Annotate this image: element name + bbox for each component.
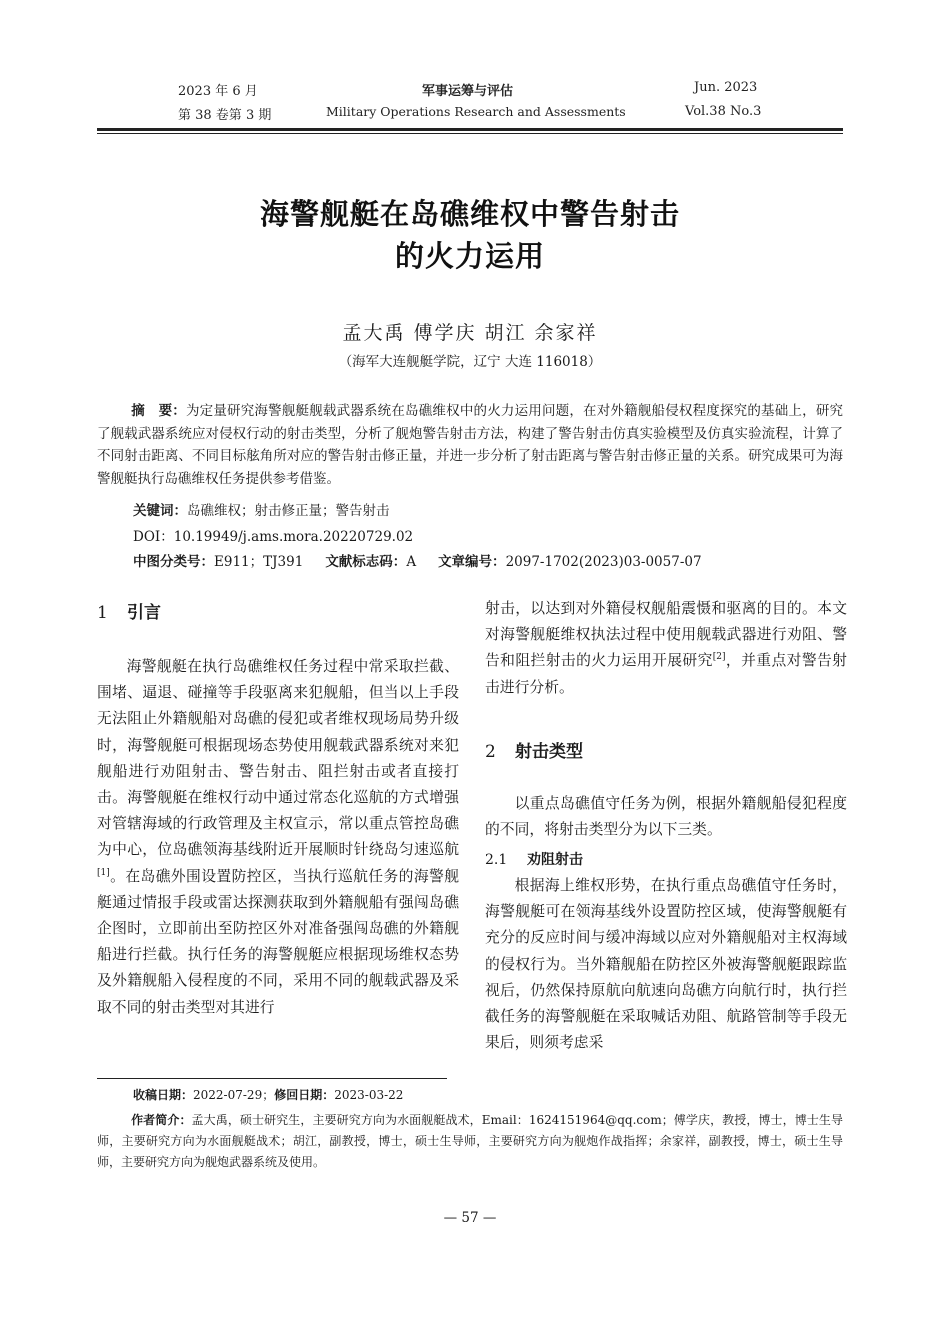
received-label: 收稿日期： [133, 1088, 194, 1102]
section-1-number: 1 [97, 603, 108, 623]
abstract [97, 400, 843, 490]
footnote-dates [133, 1085, 843, 1106]
doi: DOI：10.19949/j.ams.mora.20220729.02 [133, 529, 414, 545]
header-rule-thick [97, 128, 843, 131]
subsection-2-1-heading [485, 849, 583, 869]
header-volume-cn: 第 38 卷第 3 期 [178, 108, 272, 123]
subsection-2-1-title: 劝阻射击 [527, 852, 583, 868]
subsection-2-1-paragraph-1: 根据海上维权形势，在执行重点岛礁值守任务时，海警舰艇可在领海基线外设置防控区域，使海警舰艇有充分的反应时间与缓冲海域以应对外籍舰船对主权海域的侵权行为。当外籍舰船在防控区外被海警舰艇跟踪监视后，仍然保持原航向航速向岛礁方向航行时，执行拦截任务的海警舰艇在采取喊话劝阻、航路管制等手段无果后，则须考虑采 [485, 877, 847, 1052]
bio-label: 作者简介： [131, 1113, 192, 1127]
received-date: 2022-07-29； [193, 1088, 275, 1102]
section-1-title: 引言 [127, 603, 161, 623]
header-date-cn: 2023 年 6 月 [178, 84, 258, 99]
revised-label: 修回日期： [274, 1088, 335, 1102]
paper-title-line-2: 的火力运用 [394, 239, 545, 273]
footnote-author-bio [97, 1110, 843, 1173]
abstract-label: 摘 要： [131, 403, 186, 419]
classification-line [133, 550, 702, 570]
section-1-heading [97, 598, 161, 623]
article-number-value: 2097-1702(2023)03-0057-07 [505, 554, 702, 570]
header-journal-en: Military Operations Research and Assessments [326, 104, 626, 119]
bio-text: 孟大禹，硕士研究生，主要研究方向为水面舰艇战术，Email：1624151964@qq.com；傅学庆，教授，博士，博士生导师，主要研究方向为水面舰艇战术；胡江，副教授，博士，硕士生导师，主要研究方向为舰炮作战指挥；余家祥，副教授，博士，硕士生导师，主要研究方向为舰炮武器系统及使用。 [97, 1113, 843, 1169]
citation-ref: [1] [97, 867, 110, 878]
header-rule-thin [97, 133, 843, 134]
abstract-text: 为定量研究海警舰艇舰载武器系统在岛礁维权中的火力运用问题，在对外籍舰船侵权程度探究的基础上，研究了舰载武器系统应对侵权行动的射击类型，分析了舰炮警告射击方法，构建了警告射击仿真实验模型及仿真实验流程，计算了不同射击距离、不同目标舷角所对应的警告射击修正量，并进一步分析了射击距离与警告射击修正量的关系。研究成果可为海警舰艇执行岛礁维权任务提供参考借鉴。 [97, 403, 844, 487]
paragraph-text: 海警舰艇在执行岛礁维权任务过程中常采取拦截、围堵、逼退、碰撞等手段驱离来犯舰船，但当以上手段无法阻止外籍舰船对岛礁的侵犯或者维权现场局势升级时，海警舰艇可根据现场态势使用舰载武器系统对来犯舰船进行劝阻射击、警告射击、阻拦射击或者直接打击。海警舰艇在维权行动中通过常态化巡航的方式增强对管辖海域的行政管理及主权宣示，常以重点管控岛礁为中心，位岛礁领海基线附近开展顺时针绕岛匀速巡航 [97, 658, 459, 859]
section-2-number: 2 [485, 742, 496, 762]
page-number: — 57 — [443, 1210, 497, 1226]
right-column-section-2 [485, 791, 847, 843]
citation-ref: [2] [712, 652, 726, 663]
section-1-paragraph-1 [97, 654, 459, 1021]
clc-label: 中图分类号： [133, 554, 214, 570]
header-volume-en: Vol.38 No.3 [685, 104, 762, 119]
section-2-title: 射击类型 [515, 742, 583, 762]
author-affiliation: （海军大连舰艇学院，辽宁 大连 116018） [338, 354, 602, 370]
document-code-label: 文献标志码： [325, 554, 407, 570]
header-date-en: Jun. 2023 [694, 80, 758, 95]
right-column-top [485, 596, 847, 701]
paragraph-text: 。在岛礁外围设置防控区，当执行巡航任务的海警舰艇通过情报手段或雷达探测获取到外籍舰船有强闯岛礁企图时，立即前出至防控区外对准备强闯岛礁的外籍舰船进行拦截。执行任务的海警舰艇应根据现场维权态势及外籍舰船入侵程度的不同，采用不同的舰载武器及采取不同的射击类型对其进行 [97, 867, 459, 1016]
left-column [97, 654, 459, 1021]
keywords-text: 岛礁维权；射击修正量；警告射击 [187, 503, 390, 519]
section-1-paragraph-continued [485, 596, 847, 701]
section-2-heading [485, 737, 583, 762]
right-column-subsection-2-1 [485, 873, 847, 1056]
revised-date: 2023-03-22 [334, 1088, 404, 1102]
footnote-rule [97, 1078, 447, 1079]
keywords-label: 关键词： [133, 503, 187, 519]
header-journal-cn: 军事运筹与评估 [422, 84, 514, 99]
paragraph-text: ，并重点对警告射击进行分析。 [485, 652, 847, 696]
author-list: 孟大禹 傅学庆 胡江 余家祥 [342, 322, 598, 344]
document-code-value: A [406, 554, 417, 570]
subsection-2-1-number: 2.1 [485, 852, 508, 868]
section-2-paragraph-1: 以重点岛礁值守任务为例，根据外籍舰船侵犯程度的不同，将射击类型分为以下三类。 [485, 795, 847, 839]
keywords [133, 499, 390, 519]
clc-value: E911；TJ391 [214, 554, 304, 570]
paper-title-line-1: 海警舰艇在岛礁维权中警告射击 [259, 197, 680, 231]
paragraph-text: 射击，以达到对外籍侵权舰船震慑和驱离的目的。本文对海警舰艇维权执法过程中使用舰载武器进行劝阻、警告和阻拦射击的火力运用开展研究 [485, 600, 847, 670]
article-number-label: 文章编号： [438, 554, 506, 570]
